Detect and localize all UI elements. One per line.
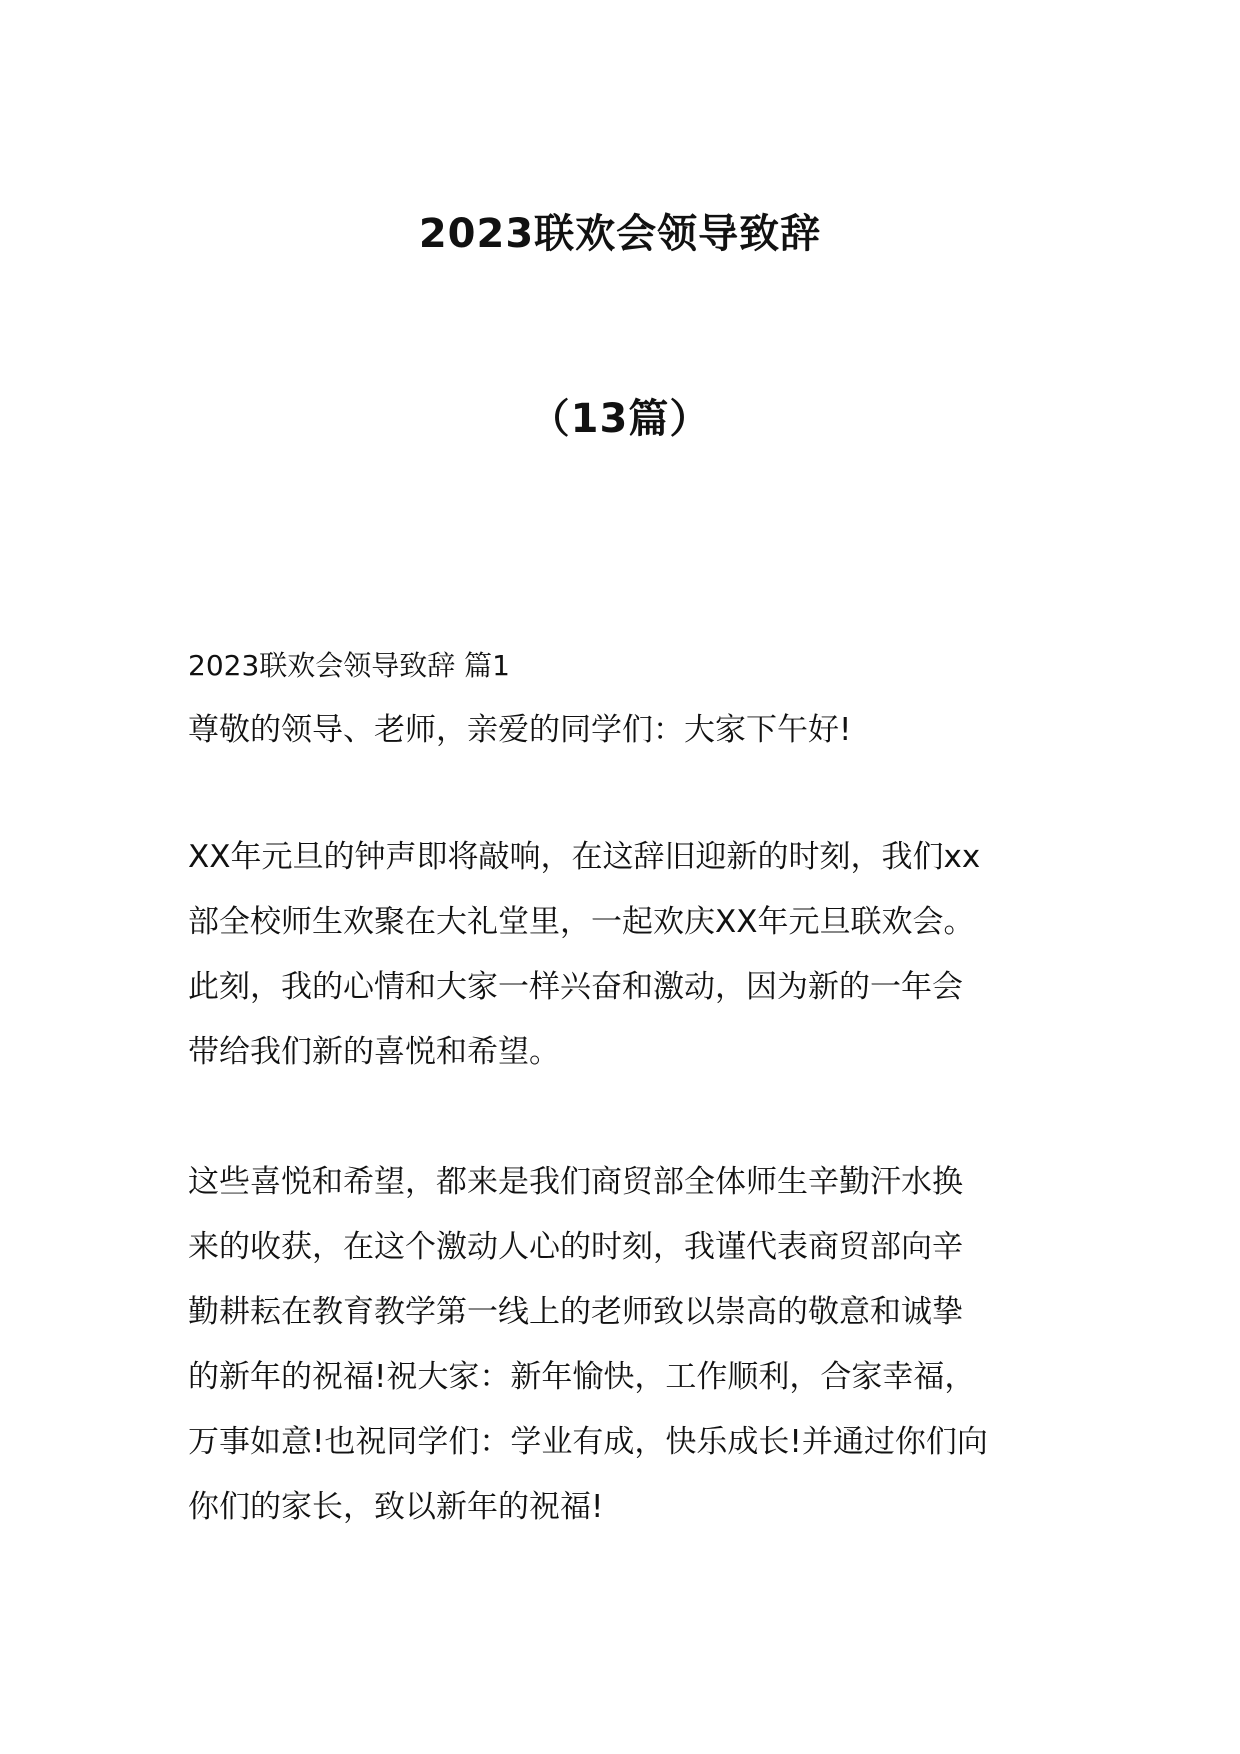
paragraph-line: 此刻，我的心情和大家一样兴奋和激动，因为新的一年会 (188, 969, 963, 1005)
paragraph-line: XX年元旦的钟声即将敲响，在这辞旧迎新的时刻，我们xx (188, 839, 981, 875)
paragraph (188, 825, 1058, 1085)
paragraph-line: 这些喜悦和希望，都来是我们商贸部全体师生辛勤汗水换 (188, 1164, 963, 1200)
paragraph-line: 的新年的祝福!祝大家：新年愉快，工作顺利，合家幸福， (188, 1359, 976, 1395)
document-body (188, 648, 1058, 1540)
paragraph-line: 你们的家长，致以新年的祝福! (188, 1489, 604, 1525)
paragraph-line: 勤耕耘在教育教学第一线上的老师致以崇高的敬意和诚挚 (188, 1294, 963, 1330)
document-subtitle: （13篇） (529, 396, 711, 442)
salutation: 尊敬的领导、老师，亲爱的同学们：大家下午好! (188, 712, 852, 748)
paragraph-line: 部全校师生欢聚在大礼堂里，一起欢庆XX年元旦联欢会。 (188, 904, 975, 940)
section-heading: 2023联欢会领导致辞 篇1 (188, 649, 510, 682)
document-title: 2023联欢会领导致辞 (418, 211, 822, 257)
paragraph-line: 万事如意!也祝同学们：学业有成，快乐成长!并通过你们向 (188, 1424, 988, 1460)
paragraph-line: 来的收获，在这个激动人心的时刻，我谨代表商贸部向辛 (188, 1229, 963, 1265)
paragraph-line: 带给我们新的喜悦和希望。 (188, 1034, 560, 1070)
paragraph (188, 1150, 1058, 1540)
